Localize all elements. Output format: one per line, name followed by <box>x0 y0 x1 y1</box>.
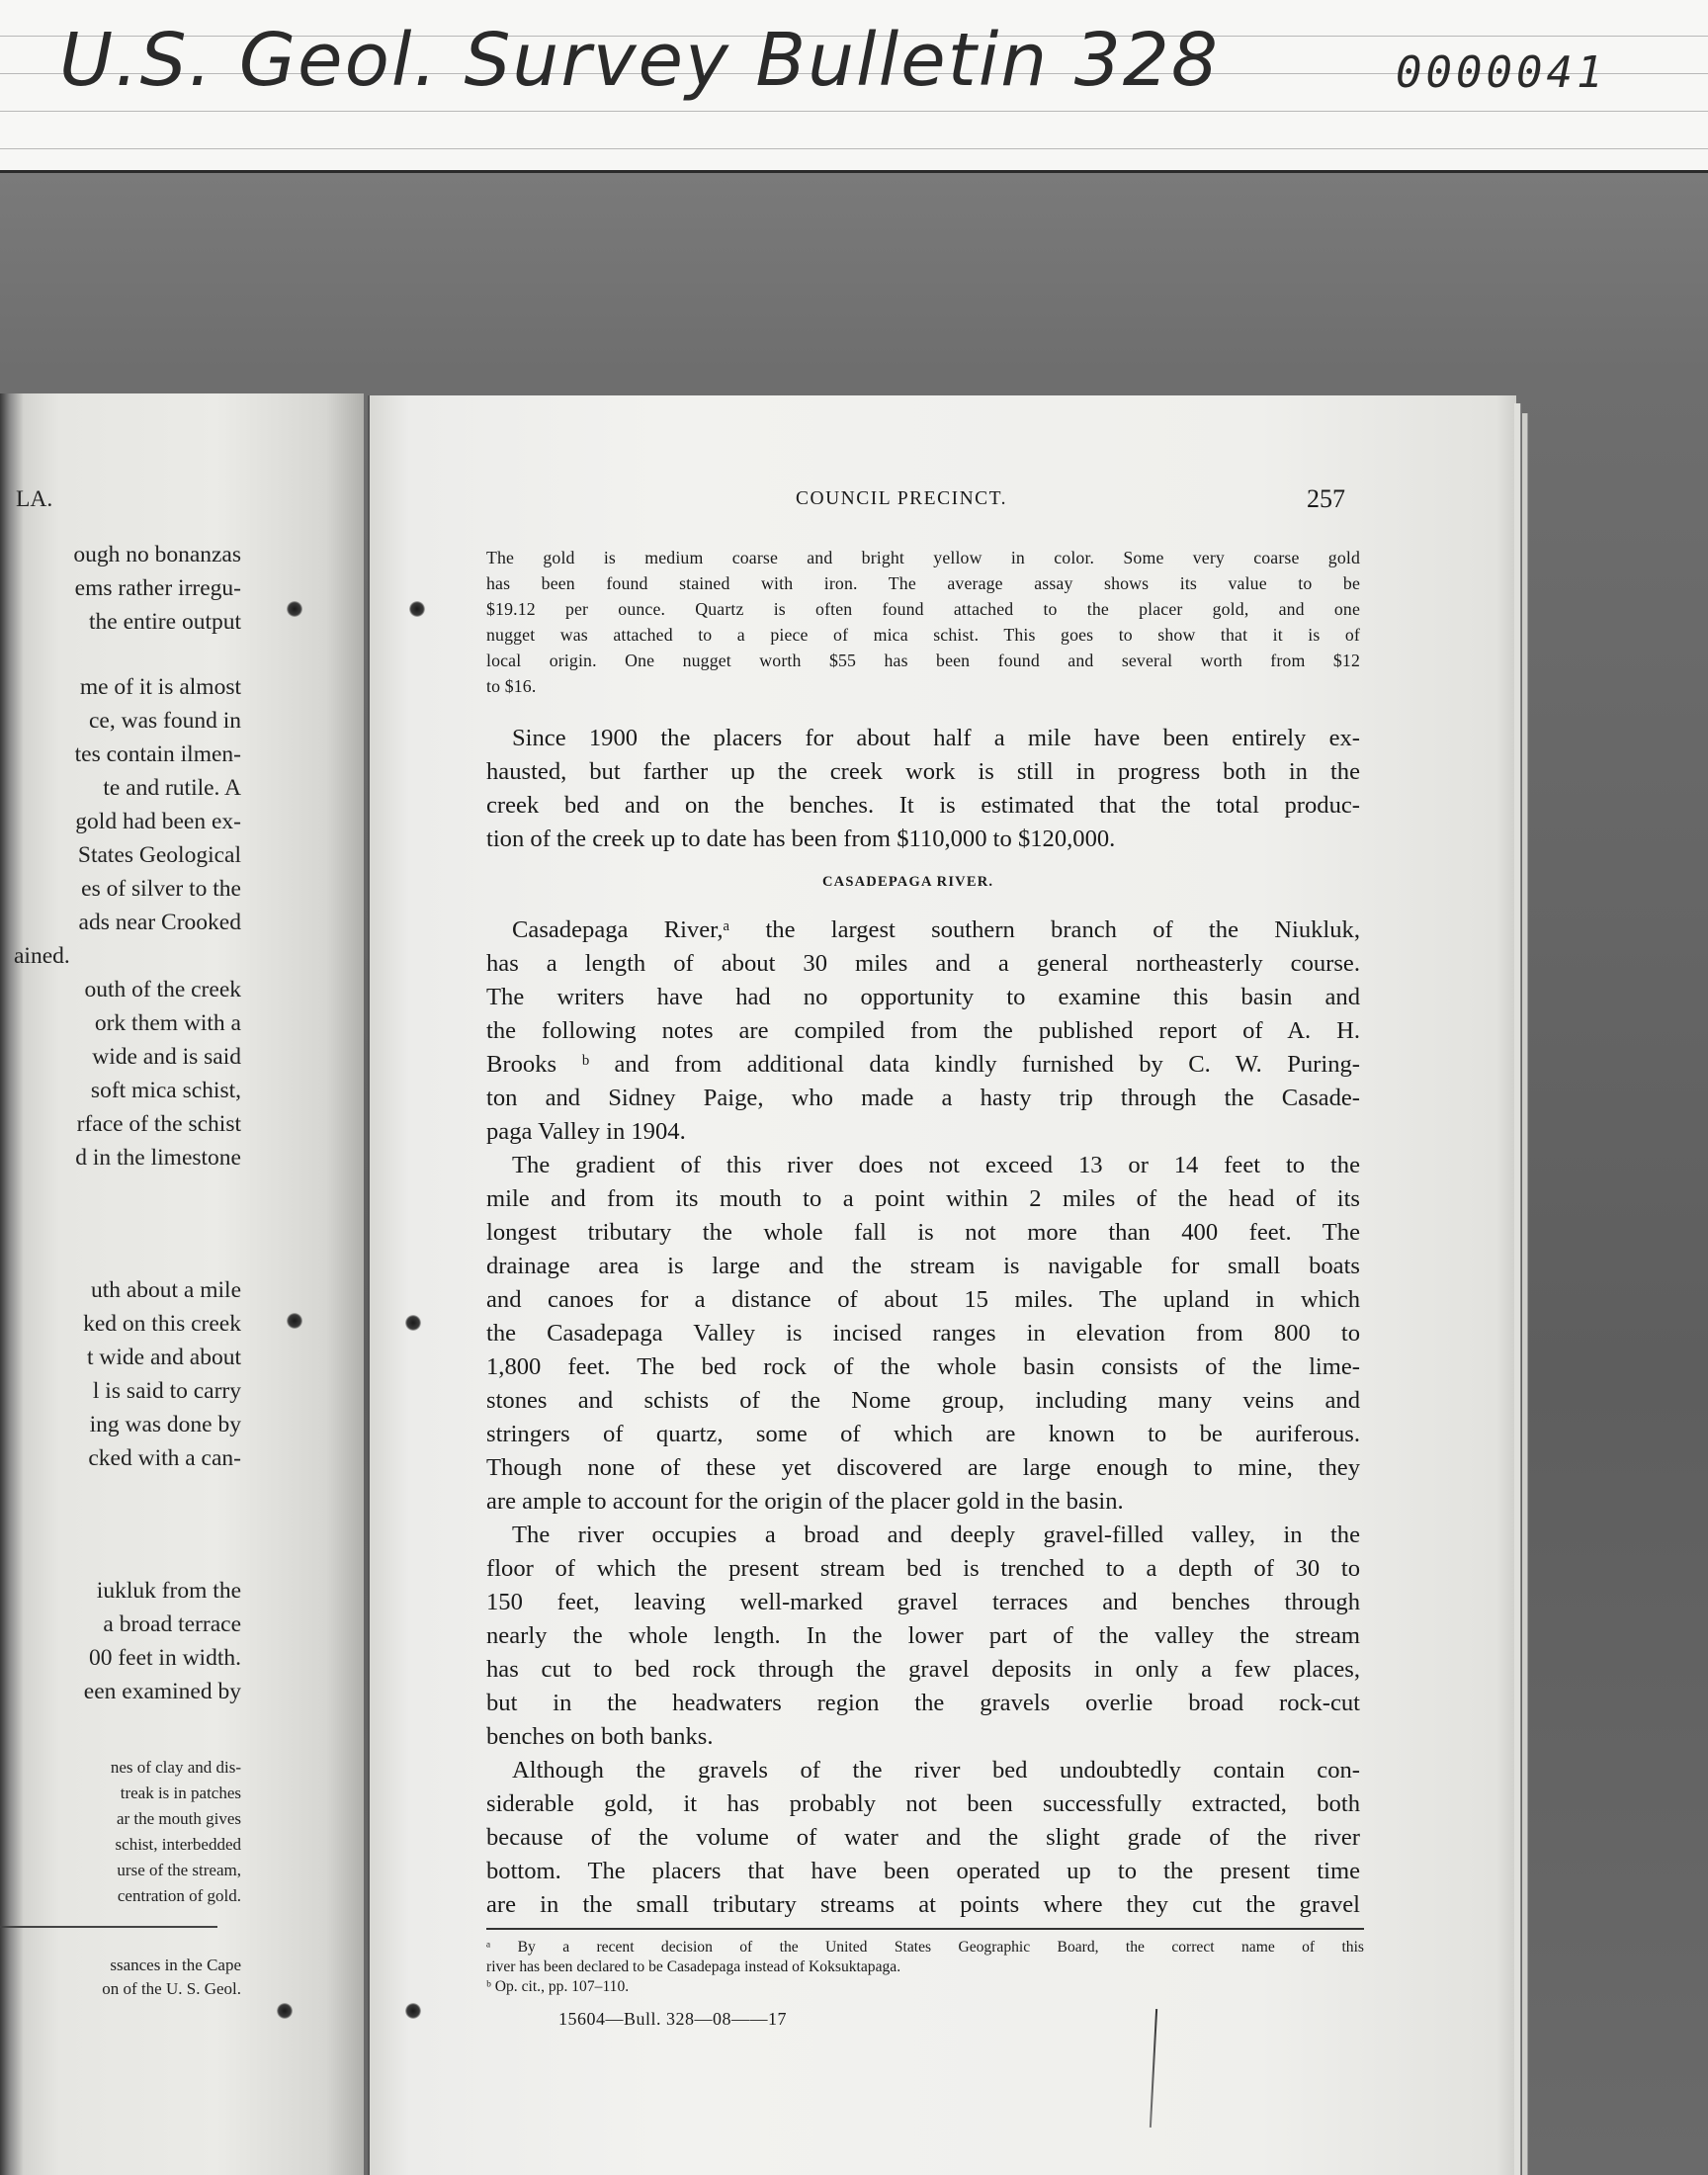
body-line: has a length of about 30 miles and a general northeasterly course. <box>486 950 1360 977</box>
body-line: nearly the whole length. In the lower part of the valley the stream <box>486 1622 1360 1649</box>
body-line: tion of the creek up to date has been from $110,000 to $120,000. <box>486 826 1116 852</box>
left-page-line: te and rutile. A <box>103 775 241 801</box>
left-page-line: LA. <box>16 486 53 512</box>
left-page-line: me of it is almost <box>79 674 241 700</box>
left-page-line: l is said to carry <box>92 1378 241 1404</box>
body-line: drainage area is large and the stream is navigable for small boats <box>486 1253 1360 1279</box>
binding-hole-icon <box>287 601 302 617</box>
ruled-line <box>0 148 1708 149</box>
body-line: are ample to account for the origin of the placer gold in the basin. <box>486 1488 1124 1515</box>
body-line: stringers of quartz, some of which are known to be auriferous. <box>486 1421 1360 1447</box>
body-line: 1,800 feet. The bed rock of the whole basin consists of the lime- <box>486 1353 1360 1380</box>
left-page-text <box>0 393 241 2173</box>
body-line: Since 1900 the placers for about half a mile have been entirely ex- <box>512 725 1360 751</box>
page-edge <box>1514 403 1521 2175</box>
left-page-line: wide and is said <box>92 1044 241 1070</box>
body-line: has cut to bed rock through the gravel deposits in only a few places, <box>486 1656 1360 1683</box>
left-page-line: the entire output <box>88 609 241 635</box>
left-page-line: States Geological <box>77 842 241 868</box>
body-line: ton and Sidney Paige, who made a hasty trip through the Casade- <box>486 1085 1360 1111</box>
left-page-line: ssances in the Cape <box>110 1956 241 1974</box>
left-page-line: treak is in patches <box>120 1784 241 1802</box>
left-page-line: centration of gold. <box>117 1886 241 1905</box>
binding-hole-icon <box>277 2003 293 2019</box>
small-paragraph-line: The gold is medium coarse and bright yellow in color. Some very coarse gold <box>486 548 1360 567</box>
left-page-line: iukluk from the <box>96 1578 241 1604</box>
left-page-line: gold had been ex- <box>75 809 241 834</box>
left-page-line: ads near Crooked <box>78 910 241 935</box>
body-line: 150 feet, leaving well-marked gravel terraces and benches through <box>486 1589 1360 1615</box>
body-line: the following notes are compiled from the published report of A. H. <box>486 1017 1360 1044</box>
body-line: Though none of these yet discovered are large enough to mine, they <box>486 1454 1360 1481</box>
body-line: but in the headwaters region the gravels overlie broad rock-cut <box>486 1690 1360 1716</box>
footnote-line: ᵇ Op. cit., pp. 107–110. <box>486 1978 630 1995</box>
body-line: Casadepaga River,ᵃ the largest southern branch of the Niukluk, <box>512 916 1360 943</box>
left-page-line: ork them with a <box>94 1010 241 1036</box>
printer-signature: 15604—Bull. 328—08——17 <box>558 2009 788 2029</box>
binding-hole-icon <box>405 2003 421 2019</box>
left-page-line: urse of the stream, <box>117 1861 241 1879</box>
small-paragraph-line: has been found stained with iron. The average assay shows its value to be <box>486 573 1360 593</box>
small-paragraph-line: local origin. One nugget worth $55 has been found and several worth from $12 <box>486 651 1360 670</box>
left-page-line: a broad terrace <box>103 1611 241 1637</box>
left-page-line: d in the limestone <box>75 1145 241 1171</box>
body-line: Although the gravels of the river bed undoubtedly contain con- <box>512 1757 1360 1784</box>
left-page-line: t wide and about <box>87 1345 241 1370</box>
binding-hole-icon <box>405 1315 421 1331</box>
body-line: because of the volume of water and the slight grade of the river <box>486 1824 1360 1851</box>
binding-hole-icon <box>287 1313 302 1329</box>
body-line: stones and schists of the Nome group, including many veins and <box>486 1387 1360 1414</box>
left-page-line: rface of the schist <box>76 1111 241 1137</box>
left-page-line: ing was done by <box>89 1412 241 1437</box>
handwritten-document-number: 0000041 <box>1396 47 1607 98</box>
body-line: paga Valley in 1904. <box>486 1118 686 1145</box>
footnote-rule <box>486 1928 1364 1930</box>
left-page-line: soft mica schist, <box>90 1078 241 1103</box>
body-line: siderable gold, it has probably not been successfully extracted, both <box>486 1790 1360 1817</box>
body-line: bottom. The placers that have been operated up to the present time <box>486 1858 1360 1884</box>
left-page-line: schist, interbedded <box>115 1835 241 1854</box>
left-page-line: ough no bonanzas <box>73 542 241 567</box>
small-paragraph-line: nugget was attached to a piece of mica schist. This goes to show that it is of <box>486 625 1360 645</box>
footnote-line: river has been declared to be Casadepaga instead of Koksuktapaga. <box>486 1958 901 1975</box>
left-page-line: es of silver to the <box>81 876 241 902</box>
small-paragraph-line: $19.12 per ounce. Quartz is often found attached to the placer gold, and one <box>486 599 1360 619</box>
left-page-line: ems rather irregu- <box>74 575 241 601</box>
binding-hole-icon <box>409 601 425 617</box>
left-footnote-rule <box>0 1926 217 1928</box>
left-page-line: on of the U. S. Geol. <box>102 1979 241 1998</box>
body-line: The river occupies a broad and deeply gravel-filled valley, in the <box>512 1522 1360 1548</box>
left-page-line: uth about a mile <box>90 1277 241 1303</box>
handwritten-header <box>0 0 1708 173</box>
body-line: benches on both banks. <box>486 1723 714 1750</box>
body-line: creek bed and on the benches. It is estimated that the total produc- <box>486 792 1360 819</box>
small-paragraph-line: to $16. <box>486 676 537 696</box>
body-line: The gradient of this river does not exceed 13 or 14 feet to the <box>512 1152 1360 1178</box>
body-line: longest tributary the whole fall is not more than 400 feet. The <box>486 1219 1360 1246</box>
body-line: the Casadepaga Valley is incised ranges in elevation from 800 to <box>486 1320 1360 1347</box>
body-line: Brooks ᵇ and from additional data kindly furnished by C. W. Puring- <box>486 1051 1360 1078</box>
page-number: 257 <box>1307 484 1345 513</box>
left-page-line: ar the mouth gives <box>116 1809 241 1828</box>
footnote-line: ᵃ By a recent decision of the United States Geographic Board, the correct name of this <box>486 1939 1364 1956</box>
body-line: and canoes for a distance of about 15 miles. The upland in which <box>486 1286 1360 1313</box>
left-page-line: 00 feet in width. <box>88 1645 241 1671</box>
body-line: hausted, but farther up the creek work is still in progress both in the <box>486 758 1360 785</box>
running-head: COUNCIL PRECINCT. <box>796 488 1008 509</box>
left-page-line: tes contain ilmen- <box>74 741 241 767</box>
left-page-line: cked with a can- <box>88 1445 241 1471</box>
left-page <box>0 393 364 2175</box>
left-page-line: een examined by <box>83 1679 241 1704</box>
section-heading: CASADEPAGA RIVER. <box>822 874 994 890</box>
left-page-line: nes of clay and dis- <box>110 1758 241 1777</box>
body-line: The writers have had no opportunity to examine this basin and <box>486 984 1360 1010</box>
left-page-line: outh of the creek <box>84 977 241 1002</box>
handwritten-title: U.S. Geol. Survey Bulletin 328 <box>59 18 1220 103</box>
page-edge <box>1522 413 1528 2175</box>
body-line: mile and from its mouth to a point within 2 miles of the head of its <box>486 1185 1360 1212</box>
left-page-line: ained. <box>14 943 70 969</box>
body-line: floor of which the present stream bed is trenched to a depth of 30 to <box>486 1555 1360 1582</box>
left-page-line: ce, was found in <box>88 708 241 734</box>
ruled-line <box>0 111 1708 112</box>
left-page-line: ked on this creek <box>83 1311 241 1337</box>
body-line: are in the small tributary streams at points where they cut the gravel <box>486 1891 1360 1918</box>
